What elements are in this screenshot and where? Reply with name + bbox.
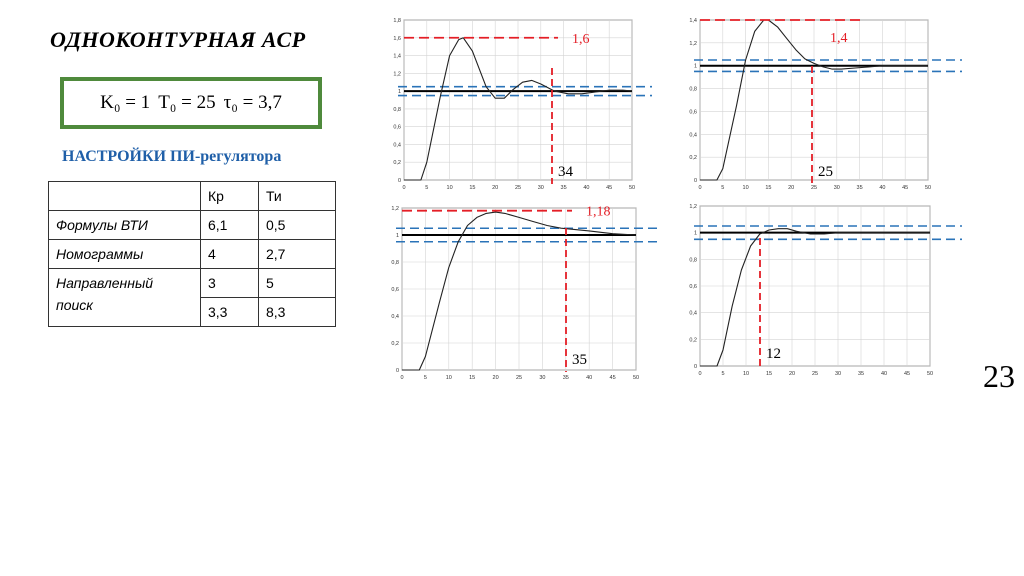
x-tick-label: 15 <box>469 185 476 191</box>
y-tick-label: 1 <box>693 230 697 237</box>
y-tick-label: 1,2 <box>689 40 697 47</box>
y-tick-label: 0 <box>395 368 399 374</box>
x-tick-label: 35 <box>856 185 863 191</box>
x-tick-label: 15 <box>765 371 773 377</box>
y-tick-label: 0,6 <box>393 124 401 131</box>
settings-table <box>48 181 336 327</box>
y-tick-label: 0,4 <box>689 310 697 317</box>
x-tick-label: 30 <box>537 185 544 191</box>
process-parameters-box <box>60 77 322 129</box>
x-tick-label: 0 <box>698 371 702 377</box>
table-row <box>49 240 336 269</box>
table-cell-kp: 3,3 <box>201 298 259 327</box>
x-tick-label: 5 <box>423 375 427 381</box>
x-tick-label: 45 <box>902 185 909 191</box>
x-tick-label: 10 <box>742 371 750 377</box>
x-tick-label: 50 <box>924 185 932 191</box>
y-tick-label: 0,2 <box>689 337 697 344</box>
x-tick-label: 50 <box>628 185 636 191</box>
settling-time-label: 35 <box>572 352 587 368</box>
y-tick-label: 0 <box>693 364 697 370</box>
x-tick-label: 10 <box>742 185 749 191</box>
y-tick-label: 0,8 <box>393 106 401 113</box>
table-header-method <box>49 182 201 211</box>
x-tick-label: 15 <box>765 185 772 191</box>
x-tick-label: 30 <box>539 375 546 381</box>
y-tick-label: 0,2 <box>393 160 401 167</box>
table-cell-kp: 3 <box>201 269 259 298</box>
x-tick-label: 0 <box>698 185 702 191</box>
y-tick-label: 0,6 <box>391 287 399 293</box>
y-tick-label: 0,6 <box>689 109 697 116</box>
overshoot-label: 1,18 <box>586 204 611 220</box>
step-response-chart-2 <box>680 14 970 192</box>
overshoot-label: 1,4 <box>830 31 848 46</box>
y-tick-label: 1,2 <box>391 206 399 212</box>
param-time-constant: T₀ = 25 <box>158 92 216 113</box>
y-tick-label: 0,8 <box>689 257 697 264</box>
y-tick-label: 1,4 <box>689 18 697 24</box>
y-tick-label: 1 <box>397 89 401 96</box>
slide-title: ОДНОКОНТУРНАЯ АСР <box>50 27 306 52</box>
x-tick-label: 40 <box>586 375 593 381</box>
x-tick-label: 10 <box>446 185 453 191</box>
y-tick-label: 1 <box>395 233 399 239</box>
x-tick-label: 40 <box>879 185 886 191</box>
x-tick-label: 5 <box>425 185 429 191</box>
x-tick-label: 45 <box>609 375 616 381</box>
x-tick-label: 10 <box>445 375 452 381</box>
step-response-chart-3 <box>378 200 666 385</box>
settings-subtitle: НАСТРОЙКИ ПИ-регулятора <box>62 148 282 165</box>
x-tick-label: 20 <box>788 185 795 191</box>
table-cell-ti: 2,7 <box>259 240 336 269</box>
y-tick-label: 1,2 <box>393 71 401 78</box>
y-tick-label: 0,4 <box>689 132 697 139</box>
x-tick-label: 0 <box>400 375 404 381</box>
y-tick-label: 0,2 <box>391 341 399 347</box>
table-header-ti: Ти <box>259 182 336 211</box>
x-tick-label: 20 <box>492 375 499 381</box>
x-tick-label: 45 <box>903 371 911 377</box>
table-cell-ti: 8,3 <box>259 298 336 327</box>
x-tick-label: 30 <box>834 371 842 377</box>
settling-time-label: 25 <box>818 164 833 180</box>
y-tick-label: 1,4 <box>393 53 401 60</box>
y-tick-label: 0,4 <box>391 314 399 320</box>
x-tick-label: 25 <box>514 185 522 191</box>
table-header-kp: Кр <box>201 182 259 211</box>
y-tick-label: 0,2 <box>689 155 697 162</box>
y-tick-label: 0 <box>693 178 697 184</box>
x-tick-label: 50 <box>632 375 640 381</box>
table-row <box>49 269 336 298</box>
table-cell-method: Формулы ВТИ <box>49 211 201 240</box>
table-cell-ti: 5 <box>259 269 336 298</box>
x-tick-label: 45 <box>606 185 613 191</box>
x-tick-label: 30 <box>833 185 840 191</box>
step-response-chart-1 <box>380 14 660 194</box>
x-tick-label: 25 <box>811 371 819 377</box>
table-cell-kp: 6,1 <box>201 211 259 240</box>
param-delay: τ₀ = 3,7 <box>223 92 282 113</box>
table-row <box>49 211 336 240</box>
y-tick-label: 0,8 <box>689 86 697 93</box>
overshoot-label: 1,6 <box>572 31 590 47</box>
table-cell-method: Номограммы <box>49 240 201 269</box>
y-tick-label: 0,6 <box>689 284 697 290</box>
x-tick-label: 25 <box>515 375 523 381</box>
settling-time-label: 12 <box>766 346 781 362</box>
y-tick-label: 1 <box>693 63 697 70</box>
table-cell-ti: 0,5 <box>259 211 336 240</box>
y-tick-label: 1,8 <box>393 18 401 24</box>
x-tick-label: 0 <box>402 185 406 191</box>
x-tick-label: 50 <box>926 371 934 377</box>
x-tick-label: 35 <box>857 371 865 377</box>
x-tick-label: 5 <box>721 371 725 377</box>
settling-time-label: 34 <box>558 164 573 180</box>
y-tick-label: 1,2 <box>689 204 697 210</box>
y-tick-label: 1,6 <box>393 35 401 42</box>
x-tick-label: 25 <box>810 185 818 191</box>
y-tick-label: 0 <box>397 178 401 184</box>
table-header-row <box>49 182 336 211</box>
x-tick-label: 35 <box>562 375 569 381</box>
y-tick-label: 0,8 <box>391 260 399 266</box>
y-tick-label: 0,4 <box>393 142 401 149</box>
param-gain: K₀ = 1 <box>100 92 151 113</box>
x-tick-label: 20 <box>788 371 796 377</box>
x-tick-label: 35 <box>560 185 567 191</box>
x-tick-label: 40 <box>583 185 590 191</box>
table-cell-kp: 4 <box>201 240 259 269</box>
x-tick-label: 40 <box>880 371 888 377</box>
x-tick-label: 20 <box>492 185 499 191</box>
step-response-chart-4 <box>680 198 970 378</box>
x-tick-label: 15 <box>469 375 476 381</box>
x-tick-label: 5 <box>721 185 725 191</box>
page-number: 23 <box>983 358 1015 394</box>
table-cell-method: Направленный поиск <box>49 269 201 327</box>
